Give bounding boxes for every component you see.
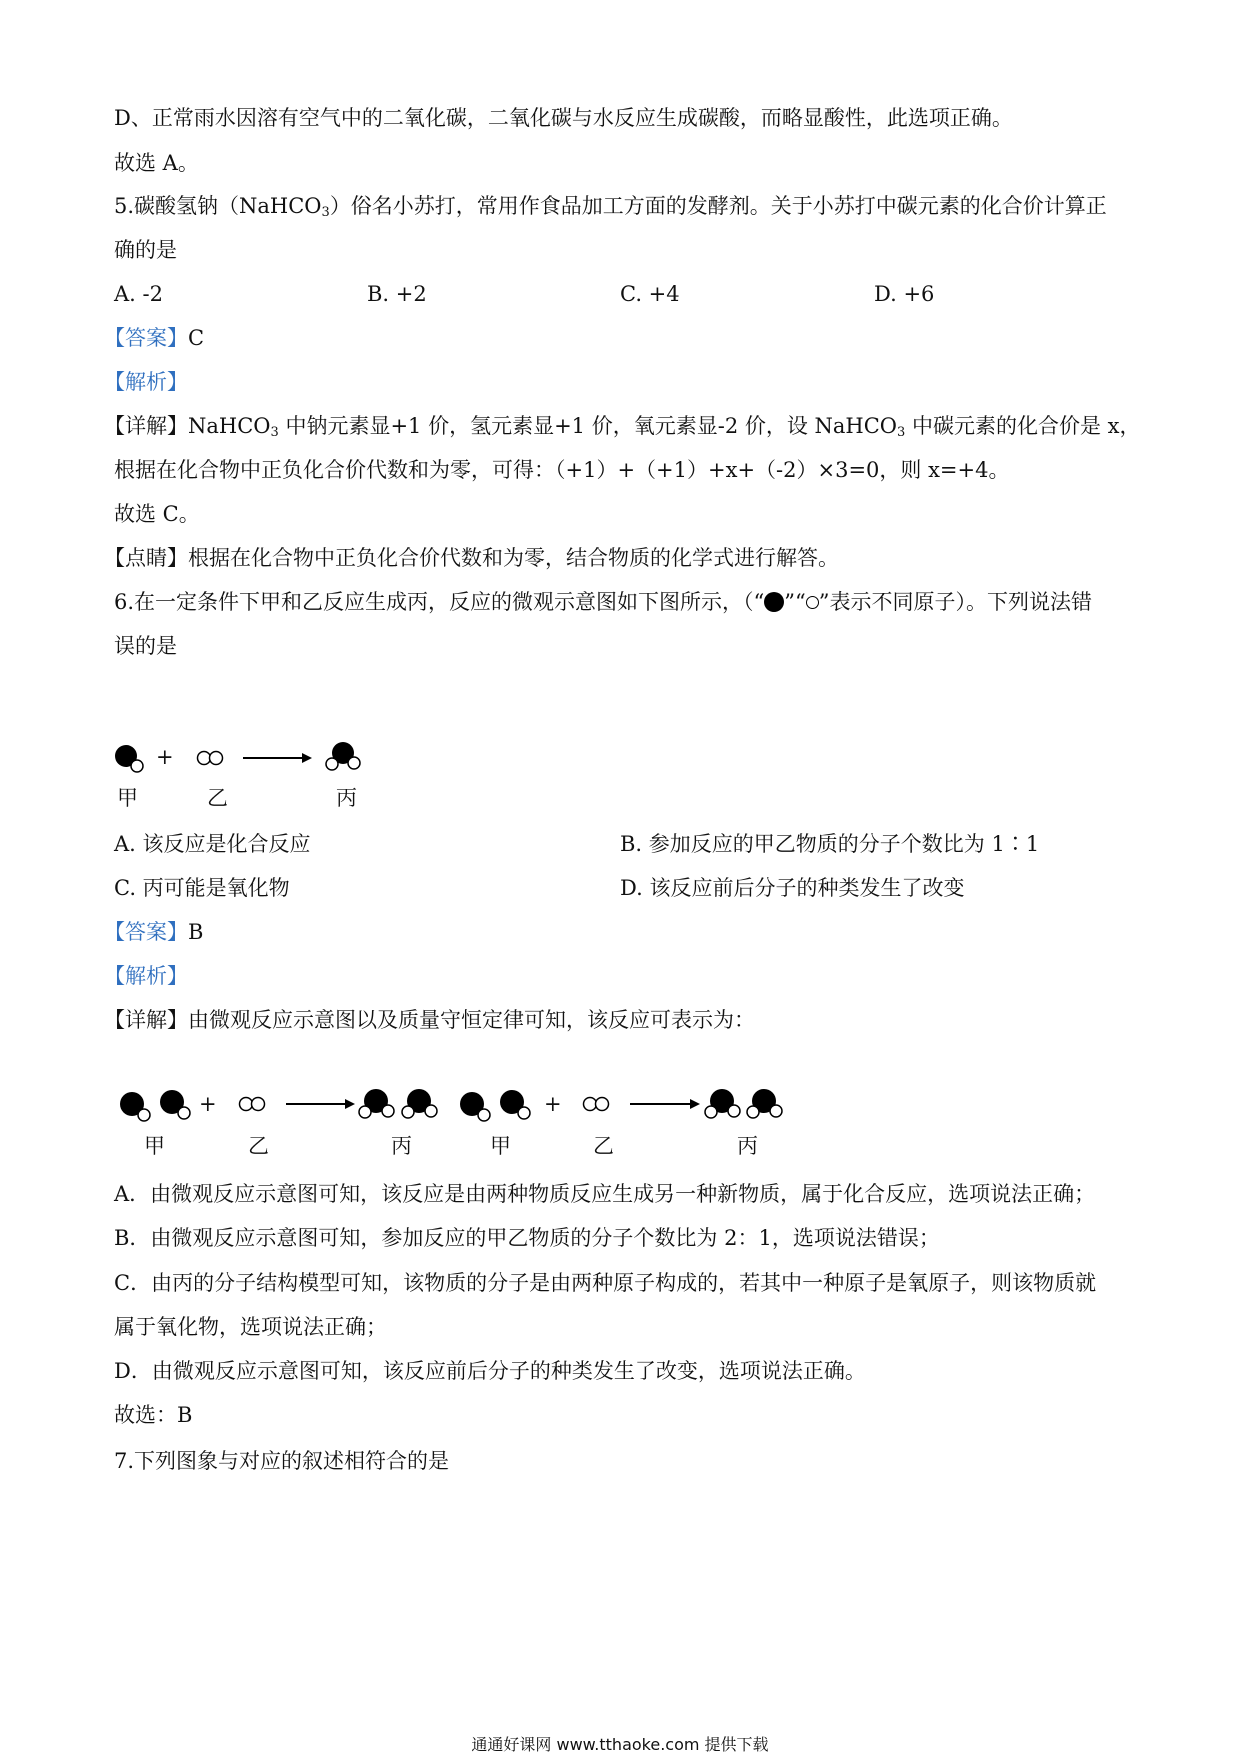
q6-answer: 【答案】B bbox=[104, 920, 204, 944]
plus-sign: + bbox=[544, 1092, 562, 1116]
label-yi: 乙 bbox=[248, 1134, 269, 1158]
q5-analysis-tag: 【解析】 bbox=[104, 370, 188, 394]
q7-stem: 7.下列图象与对应的叙述相符合的是 bbox=[114, 1449, 450, 1473]
reaction-arrow bbox=[243, 753, 312, 763]
label-yi: 乙 bbox=[593, 1134, 614, 1158]
q5-option-a: A. -2 bbox=[114, 282, 163, 306]
reaction-diagram-1 bbox=[110, 736, 370, 796]
q5-stem-line2: 确的是 bbox=[114, 238, 177, 262]
q6-explain-b: B．由微观反应示意图可知，参加反应的甲乙物质的分子个数比为 2：1，选项说法错误； bbox=[114, 1226, 940, 1250]
molecule-jia bbox=[115, 745, 143, 772]
q4-option-d-explanation: D、正常雨水因溶有空气中的二氧化碳，二氧化碳与水反应生成碳酸，而略显酸性，此选项正确。 bbox=[114, 106, 1013, 130]
label-bing: 丙 bbox=[391, 1134, 412, 1158]
q5-stem-line1: 5.碳酸氢钠（NaHCO$_3$）俗名小苏打，常用作食品加工方面的发酵剂。关于小苏打中碳元素的化合价计算正 bbox=[114, 194, 1107, 220]
q5-option-d: D. +6 bbox=[874, 282, 935, 306]
label-jia: 甲 bbox=[490, 1134, 511, 1158]
molecule-yi bbox=[240, 1098, 265, 1111]
q6-choose: 故选：B bbox=[114, 1403, 193, 1427]
q5-option-c: C. +4 bbox=[620, 282, 680, 306]
page-footer: 通通好课网 www.tthaoke.com 提供下载 bbox=[471, 1735, 769, 1754]
q6-detail: 【详解】由微观反应示意图以及质量守恒定律可知，该反应可表示为： bbox=[104, 1008, 755, 1032]
q5-option-b: B. +2 bbox=[367, 282, 427, 306]
q5-detail-line1: 【详解】NaHCO$_3$ 中钠元素显+1 价，氢元素显+1 价，氧元素显-2 价，设 NaHCO$_3$ 中碳元素的化合价是 x， bbox=[104, 414, 1141, 440]
q6-analysis-tag: 【解析】 bbox=[104, 964, 188, 988]
molecule-jia bbox=[500, 1090, 530, 1119]
reaction-arrow bbox=[630, 1099, 700, 1109]
q6-explain-c-line2: 属于氧化物，选项说法正确； bbox=[114, 1315, 387, 1339]
answer-tag: 【答案】 bbox=[104, 920, 188, 944]
molecule-yi bbox=[584, 1098, 609, 1111]
q6-option-c: C. 丙可能是氧化物 bbox=[114, 876, 290, 900]
molecule-yi bbox=[198, 752, 223, 765]
q6-explain-c-line1: C．由丙的分子结构模型可知，该物质的分子是由两种原子构成的，若其中一种原子是氧原子，则该物质就 bbox=[114, 1271, 1097, 1295]
q6-explain-a: A．由微观反应示意图可知，该反应是由两种物质反应生成另一种新物质，属于化合反应，选项说法正确； bbox=[114, 1182, 1096, 1206]
white-atom-icon bbox=[806, 596, 819, 609]
plus-sign: + bbox=[156, 745, 174, 769]
molecule-bing bbox=[359, 1089, 394, 1118]
q6-option-d: D. 该反应前后分子的种类发生了改变 bbox=[620, 876, 965, 900]
q5-choose: 故选 C。 bbox=[114, 502, 200, 526]
q5-detail-line2: 根据在化合物中正负化合价代数和为零，可得：（+1）+（+1）+x+（-2）×3=0，则 x=+4。 bbox=[114, 458, 1010, 482]
answer-tag: 【答案】 bbox=[104, 326, 188, 350]
molecule-jia bbox=[160, 1090, 190, 1119]
molecule-bing bbox=[402, 1089, 437, 1118]
q6-stem-line1: 6.在一定条件下甲和乙反应生成丙，反应的微观示意图如下图所示，（“ ”“ ”表示不同原子）。下列说法错 bbox=[114, 590, 1093, 614]
label-bing: 丙 bbox=[737, 1134, 758, 1158]
label-jia: 甲 bbox=[117, 786, 138, 810]
label-jia: 甲 bbox=[144, 1134, 165, 1158]
molecule-bing bbox=[747, 1089, 782, 1118]
q6-explain-d: D．由微观反应示意图可知，该反应前后分子的种类发生了改变，选项说法正确。 bbox=[114, 1359, 866, 1383]
q6-stem-line2: 误的是 bbox=[114, 634, 177, 658]
label-yi: 乙 bbox=[207, 786, 228, 810]
molecule-jia bbox=[120, 1092, 150, 1121]
plus-sign: + bbox=[199, 1092, 217, 1116]
q6-option-a: A. 该反应是化合反应 bbox=[114, 832, 311, 856]
q5-tip: 【点睛】根据在化合物中正负化合价代数和为零，结合物质的化学式进行解答。 bbox=[104, 546, 839, 570]
molecule-bing bbox=[705, 1089, 740, 1118]
q5-answer: 【答案】C bbox=[104, 326, 205, 350]
molecule-jia bbox=[460, 1092, 490, 1121]
molecule-bing bbox=[326, 742, 360, 770]
q6-option-b: B. 参加反应的甲乙物质的分子个数比为 1∶1 bbox=[620, 832, 1040, 856]
reaction-arrow bbox=[286, 1099, 355, 1109]
reaction-diagram-2 bbox=[110, 1082, 830, 1142]
label-bing: 丙 bbox=[336, 786, 357, 810]
black-atom-icon bbox=[764, 592, 784, 612]
q4-choose: 故选 A。 bbox=[114, 151, 199, 175]
